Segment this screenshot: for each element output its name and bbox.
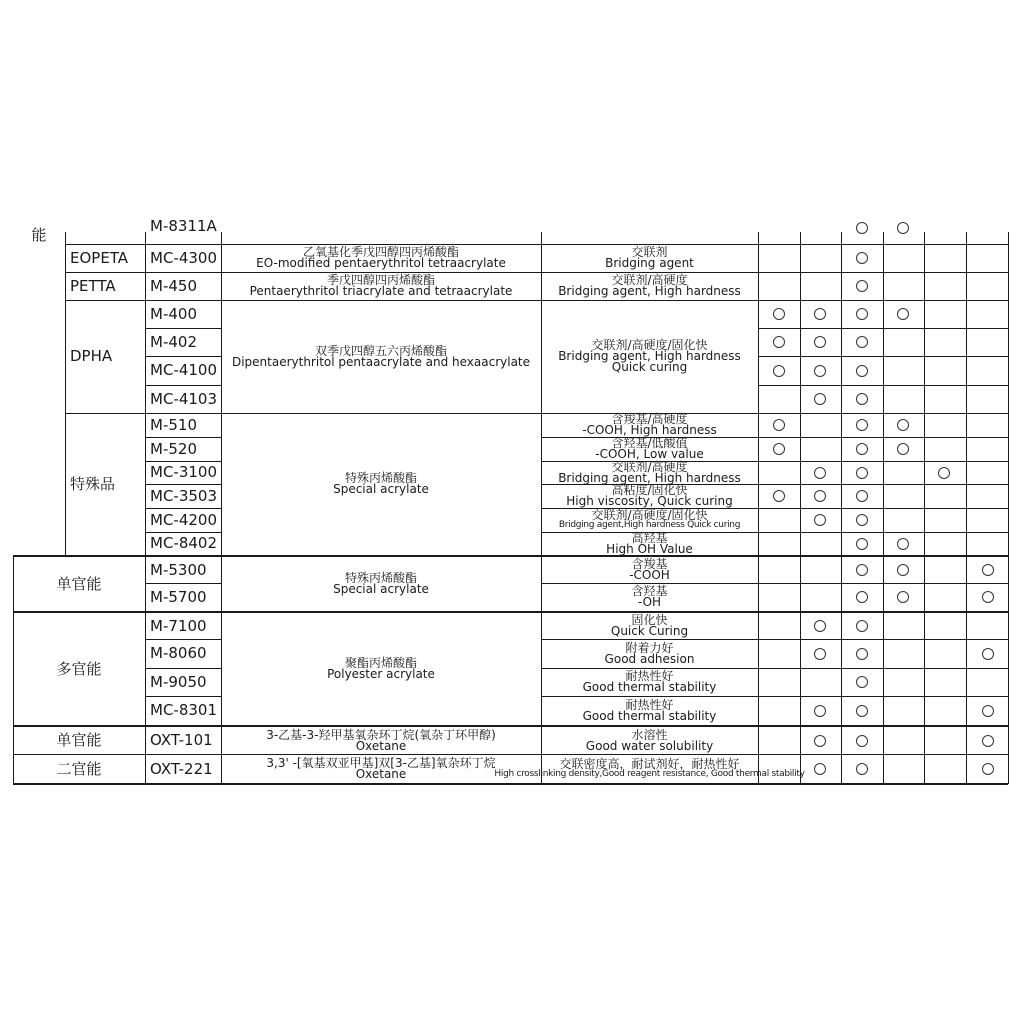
applicability-circle-icon: [897, 443, 909, 455]
function-cn: 含羧基: [631, 557, 668, 571]
group-name-cell: [13, 727, 145, 754]
applicability-circle-icon: [814, 705, 826, 717]
applicability-circle-icon: [856, 514, 868, 526]
applicability-circle-icon: [982, 591, 994, 603]
product-code: M-520: [150, 439, 197, 458]
function-cell: [541, 532, 758, 555]
applicability-circle-icon: [814, 620, 826, 632]
function-cell: [541, 484, 758, 508]
applicability-circle-icon: [856, 705, 868, 717]
function-cell: [541, 461, 758, 484]
applicability-circle-icon: [982, 763, 994, 775]
function-cn: 交联剂/高硬度: [611, 459, 688, 474]
product-code: MC-4300: [150, 248, 218, 267]
applicability-circle-icon: [856, 538, 868, 550]
function-cn: 高粘度/固化快: [611, 483, 688, 497]
function-cn: 交联密度高，耐试剂好，耐热性好: [559, 757, 740, 771]
applicability-circle-icon: [856, 443, 868, 455]
applicability-circle-icon: [897, 564, 909, 576]
applicability-circle-icon: [938, 467, 950, 479]
code-cell: [145, 356, 221, 385]
applicability-circle-icon: [773, 308, 785, 320]
applicability-circle-icon: [982, 564, 994, 576]
applicability-circle-icon: [814, 308, 826, 320]
function-en: Bridging agent, High hardness: [558, 284, 741, 298]
applicability-circle-icon: [897, 538, 909, 550]
code-cell: [145, 583, 221, 611]
function-en: High crosslinking density,Good reagent resistance, Good thermal stability: [494, 769, 805, 779]
function-cn: 含羟基/低酸值: [611, 436, 688, 450]
code-cell: [145, 300, 221, 328]
applicability-circle-icon: [856, 648, 868, 660]
applicability-circle-icon: [856, 336, 868, 348]
code-cell: [145, 437, 221, 461]
group-name-cell: [65, 300, 145, 413]
applicability-circle-icon: [856, 252, 868, 264]
code-cell: [145, 613, 221, 639]
group-label-cut: [18, 224, 60, 246]
applicability-circle-icon: [856, 467, 868, 479]
code-cell: [145, 557, 221, 583]
product-code: M-5700: [150, 587, 207, 606]
function-cn: 含羧基/高硬度: [611, 412, 688, 426]
chemical-name-en: Pentaerythritol triacrylate and tetraacrylate: [249, 284, 513, 298]
code-cell: [145, 484, 221, 508]
product-code: MC-8402: [150, 534, 218, 552]
function-cn: 耐热性好: [625, 697, 674, 712]
function-en-2: Quick curing: [611, 360, 688, 374]
applicability-circle-icon: [814, 393, 826, 405]
function-cell: [541, 272, 758, 300]
product-code: M-8060: [150, 644, 207, 662]
function-en: -OH: [637, 595, 662, 609]
name-cell: [221, 613, 541, 725]
group-name: 单官能: [56, 731, 102, 749]
code-cell: [145, 532, 221, 555]
applicability-circle-icon: [856, 280, 868, 292]
applicability-circle-icon: [856, 419, 868, 431]
function-en: Good adhesion: [604, 651, 695, 666]
function-en: Quick Curing: [610, 624, 689, 638]
code-cell: [145, 727, 221, 754]
function-en: Good thermal stability: [582, 708, 717, 723]
chemical-name-cn: 双季戊四醇五六丙烯酸酯: [314, 343, 447, 358]
product-code: M-402: [150, 332, 197, 351]
applicability-circle-icon: [773, 336, 785, 348]
name-cell: [221, 755, 541, 783]
code-cell: [145, 413, 221, 437]
group-name-cell: [13, 557, 145, 611]
function-en: High OH Value: [606, 541, 693, 556]
function-cn: 交联剂: [631, 245, 668, 259]
row-line: [758, 328, 1008, 329]
function-cn: 高羟基: [631, 530, 668, 545]
function-cell: [541, 583, 758, 611]
function-cn: 附着力好: [625, 640, 674, 655]
function-cell: [541, 244, 758, 272]
applicability-circle-icon: [856, 365, 868, 377]
chemical-name-cn: 乙氧基化季戊四醇四丙烯酸酯: [302, 245, 459, 259]
applicability-circle-icon: [982, 735, 994, 747]
applicability-circle-icon: [897, 591, 909, 603]
applicability-circle-icon: [814, 336, 826, 348]
function-cn: 水溶性: [631, 727, 668, 742]
applicability-circle-icon: [814, 490, 826, 502]
applicability-circle-icon: [856, 222, 868, 234]
group-name: 多官能: [56, 659, 102, 678]
function-cn: 交联剂/高硬度: [611, 273, 688, 287]
product-code: M-7100: [150, 616, 207, 635]
function-cell: [541, 639, 758, 668]
function-cell: [541, 668, 758, 696]
group-name-cell: [65, 244, 145, 272]
function-cell: [541, 413, 758, 437]
product-code-fragment: M-8311A: [150, 216, 217, 235]
name-cell: [221, 244, 541, 272]
chemical-name-en: Dipentaerythritol pentaacrylate and hexaacrylate: [231, 354, 531, 369]
applicability-circle-icon: [856, 620, 868, 632]
function-en: Good thermal stability: [582, 680, 717, 694]
chemical-name-cn: 季戊四醇四丙烯酸酯: [326, 273, 435, 287]
applicability-circle-icon: [773, 365, 785, 377]
function-en: -COOH: [629, 568, 670, 582]
product-code: M-5300: [150, 560, 207, 579]
function-cn: 固化快: [631, 613, 668, 627]
section-line: [13, 783, 1008, 785]
code-cell: [145, 244, 221, 272]
name-cell: [221, 557, 541, 611]
group-name: 单官能: [56, 574, 102, 593]
function-cell: [541, 727, 758, 754]
applicability-circle-icon: [856, 490, 868, 502]
code-cell: [145, 696, 221, 725]
applicability-circle-icon: [814, 365, 826, 377]
code-cell: [145, 508, 221, 532]
name-cell: [221, 727, 541, 754]
product-code: MC-3503: [150, 486, 218, 505]
applicability-circle-icon: [982, 648, 994, 660]
chemical-name-en: Oxetane: [355, 738, 407, 753]
chemical-name-cn: 3,3' -[氧基双亚甲基]双[3-乙基]氧杂环丁烷: [266, 756, 496, 770]
group-name-cell: [65, 413, 145, 555]
product-code: M-400: [150, 304, 197, 323]
code-cell: [145, 385, 221, 413]
group-name-cell: [65, 272, 145, 300]
chemical-name-en: Oxetane: [355, 767, 407, 781]
applicability-circle-icon: [856, 393, 868, 405]
function-cell: [541, 613, 758, 639]
applicability-circle-icon: [814, 514, 826, 526]
chemical-name-cn: 特殊丙烯酸酯: [344, 471, 417, 485]
applicability-circle-icon: [856, 591, 868, 603]
applicability-circle-icon: [897, 308, 909, 320]
function-cn: 含羟基: [631, 584, 668, 598]
function-en: Bridging agent, High hardness: [558, 349, 741, 363]
function-en: Bridging agent,High hardness Quick curing: [558, 520, 741, 530]
chemical-name-en: Special acrylate: [333, 482, 429, 496]
grid-line: [1008, 232, 1009, 784]
function-cell: [541, 300, 758, 413]
chemical-name-cn: 3-乙基-3-羟甲基氧杂环丁烷(氧杂丁环甲醇): [266, 727, 496, 742]
chemical-name-cn: 聚酯丙烯酸酯: [344, 656, 417, 670]
code-cut: [145, 216, 221, 236]
function-cn: 交联剂/高硬度/固化快: [591, 508, 708, 522]
product-code: M-510: [150, 415, 197, 434]
row-line: [758, 385, 1008, 386]
function-cn: 交联剂/高硬度/固化快: [591, 338, 708, 352]
function-en: -COOH, Low value: [595, 447, 704, 461]
function-cell: [494, 755, 805, 783]
applicability-circle-icon: [773, 419, 785, 431]
applicability-circle-icon: [773, 490, 785, 502]
function-en: -COOH, High hardness: [582, 423, 717, 437]
group-name: EOPETA: [70, 248, 129, 267]
product-code: MC-4103: [150, 389, 218, 408]
applicability-circle-icon: [856, 763, 868, 775]
function-cell: [541, 508, 758, 532]
code-cell: [145, 755, 221, 783]
applicability-circle-icon: [982, 705, 994, 717]
group-name: DPHA: [70, 347, 113, 365]
applicability-circle-icon: [856, 676, 868, 688]
product-code: MC-4200: [150, 510, 218, 529]
group-name: 二官能: [56, 759, 102, 778]
applicability-circle-icon: [814, 467, 826, 479]
applicability-circle-icon: [814, 735, 826, 747]
code-cell: [145, 328, 221, 356]
applicability-circle-icon: [856, 735, 868, 747]
product-code: MC-4100: [150, 361, 218, 379]
group-label-fragment: 能: [31, 225, 47, 244]
product-code: OXT-101: [150, 731, 213, 749]
applicability-circle-icon: [856, 564, 868, 576]
function-cell: [541, 696, 758, 725]
product-code: M-450: [150, 276, 197, 295]
applicability-circle-icon: [897, 222, 909, 234]
applicability-circle-icon: [814, 763, 826, 775]
code-cell: [145, 272, 221, 300]
product-code: M-9050: [150, 672, 207, 691]
function-en: Good water solubility: [585, 738, 714, 753]
function-cn: 耐热性好: [625, 669, 674, 683]
function-cell: [541, 557, 758, 583]
group-name: 特殊品: [70, 474, 116, 493]
function-cell: [541, 437, 758, 461]
applicability-circle-icon: [773, 443, 785, 455]
applicability-circle-icon: [897, 419, 909, 431]
applicability-circle-icon: [814, 648, 826, 660]
product-code: MC-3100: [150, 463, 218, 481]
name-cell: [221, 300, 541, 413]
code-cell: [145, 461, 221, 484]
code-cell: [145, 668, 221, 696]
chemical-name-en: EO-modified pentaerythritol tetraacrylate: [256, 256, 506, 270]
product-code: MC-8301: [150, 701, 218, 719]
group-name: PETTA: [70, 276, 116, 295]
name-cell: [221, 272, 541, 300]
function-en: Bridging agent: [605, 256, 694, 270]
code-cell: [145, 639, 221, 668]
function-en: High viscosity, Quick curing: [566, 494, 733, 508]
group-name-cell: [13, 613, 145, 725]
function-en: Bridging agent, High hardness: [558, 470, 741, 485]
product-code: OXT-221: [150, 759, 213, 778]
row-line: [758, 356, 1008, 357]
chemical-name-cn: 特殊丙烯酸酯: [344, 571, 417, 585]
group-name-cell: [13, 755, 145, 783]
chemical-name-en: Polyester acrylate: [327, 667, 435, 681]
chemical-name-en: Special acrylate: [333, 582, 429, 596]
name-cell: [221, 413, 541, 555]
applicability-circle-icon: [856, 308, 868, 320]
